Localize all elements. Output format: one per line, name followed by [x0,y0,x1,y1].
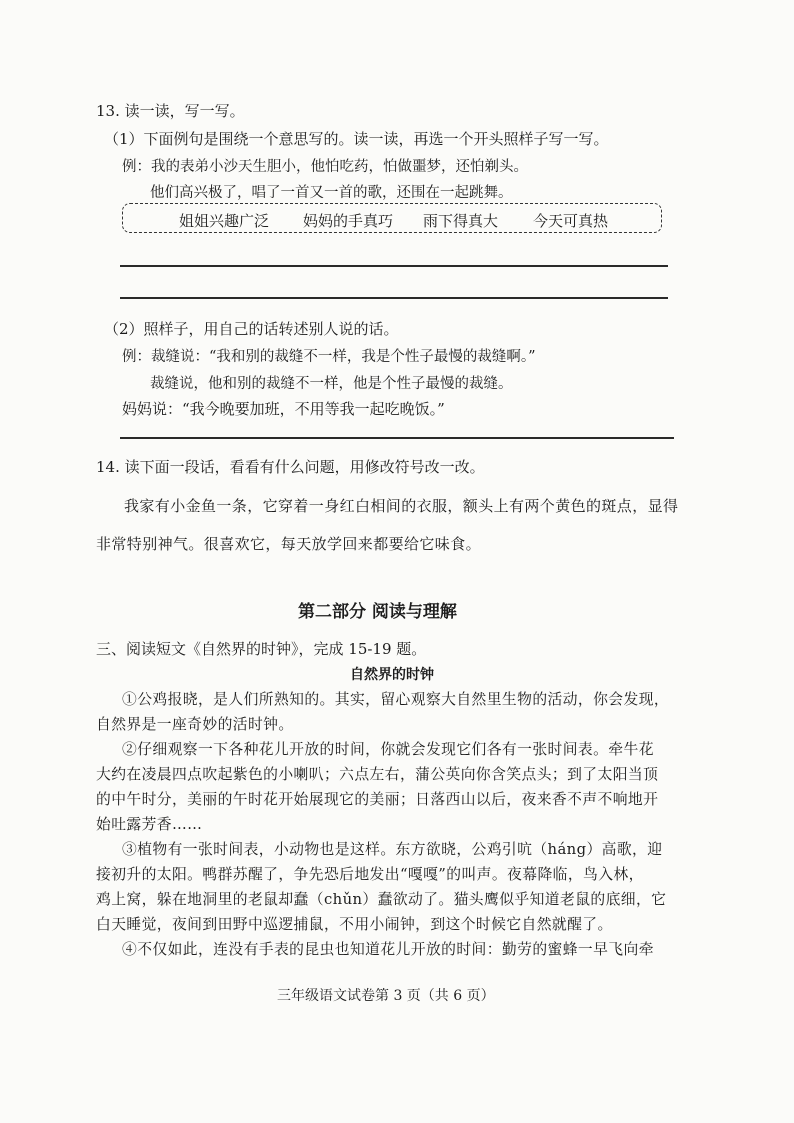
q14-line1: 我家有小金鱼一条，它穿着一身红白相间的衣服，额头上有两个黄色的斑点，显得 [124,497,679,515]
q13-example-line2: 他们高兴极了，唱了一首又一首的歌，还围在一起跳舞。 [150,185,513,201]
options-dashed-box [122,203,662,233]
article-line: ③植物有一张时间表，小动物也是这样。东方欲晓，公鸡引吭（háng）高歌，迎 [122,841,663,858]
q13-part1-instruction: （1）下面例句是围绕一个意思写的。读一读，再选一个开头照样子写一写。 [104,130,609,148]
article-line: 鸡上窝，躲在地洞里的老鼠却蠢（chǔn）蠢欲动了。猫头鹰似乎知道老鼠的底细，它 [96,891,667,908]
article-line: 始吐露芳香…… [96,816,203,833]
reading-task: 三、阅读短文《自然界的时钟》，完成 15-19 题。 [96,640,427,658]
article-line: ②仔细观察一下各种花儿开放的时间，你就会发现它们各有一张时间表。牵牛花 [122,741,654,758]
page-footer: 三年级语文试卷第 3 页（共 6 页） [277,988,495,1004]
option-4: 今天可真热 [533,212,609,230]
q13-title: 13. 读一读，写一写。 [96,102,245,120]
article-line: ④不仅如此，连没有手表的昆虫也知道花儿开放的时间：勤劳的蜜蜂一早飞向牵 [122,941,654,958]
q13-mom-quote: 妈妈说：“我今晚要加班，不用等我一起吃晚饭。” [122,400,445,418]
article-line: 接初升的太阳。鸭群苏醒了，争先恐后地发出“嘎嘎”的叫声。夜幕降临，鸟入林， [96,866,644,883]
article-line: ①公鸡报晓，是人们所熟知的。其实，留心观察大自然里生物的活动，你会发现， [122,691,670,708]
article-line: 白天睡觉，夜间到田野中巡逻捕鼠，不用小闹钟，到这个时候它自然就醒了。 [96,916,613,933]
q13-part2-instruction: （2）照样子，用自己的话转述别人说的话。 [104,320,399,338]
option-2: 妈妈的手真巧 [303,212,394,230]
part2-heading: 第二部分 阅读与理解 [298,602,457,622]
q14-title: 14. 读下面一段话，看看有什么问题，用修改符号改一改。 [96,458,485,476]
answer-line-3[interactable] [120,437,674,439]
q13-p2-example-line2: 裁缝说，他和别的裁缝不一样，他是个性子最慢的裁缝。 [150,376,513,392]
option-3: 雨下得真大 [423,212,499,230]
article-line: 的中午时分，美丽的午时花开始展现它的美丽；日落西山以后，夜来香不声不响地开 [96,791,659,808]
option-1: 姐姐兴趣广泛 [179,212,270,230]
q13-p2-example-line1: 例：裁缝说：“我和别的裁缝不一样，我是个性子最慢的裁缝啊。” [122,349,536,365]
article-line: 大约在凌晨四点吹起紫色的小喇叭；六点左右，蒲公英向你含笑点头；到了太阳当顶 [96,766,659,783]
article-line: 自然界是一座奇妙的活时钟。 [96,716,294,733]
q14-line2: 非常特别神气。很喜欢它，每天放学回来都要给它味食。 [96,535,482,553]
answer-line-1[interactable] [120,265,668,267]
answer-line-2[interactable] [120,297,668,299]
article-title: 自然界的时钟 [350,667,434,683]
q13-example-line1: 例：我的表弟小沙天生胆小，他怕吃药，怕做噩梦，还怕剃头。 [122,159,528,175]
